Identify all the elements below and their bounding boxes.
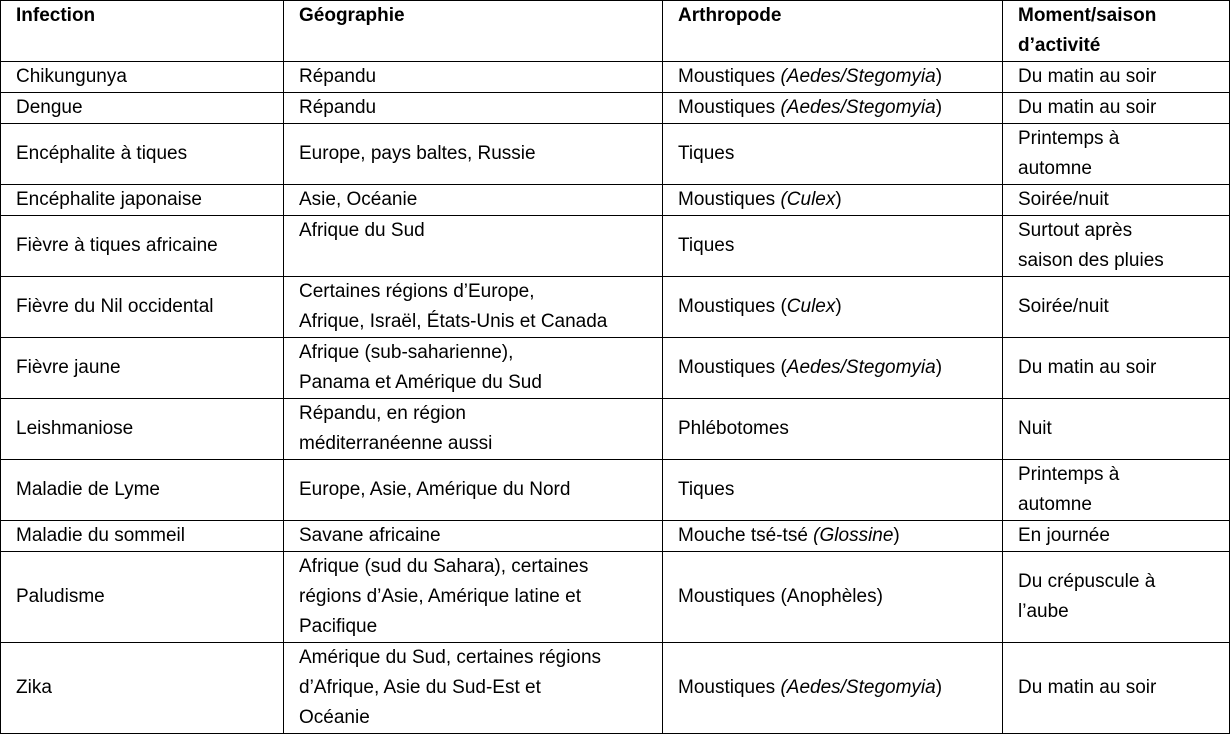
cell-geographie bbox=[284, 460, 663, 521]
cell-arthropode bbox=[663, 643, 1003, 734]
cell-line: Répandu bbox=[299, 97, 377, 118]
cell-geographie bbox=[284, 185, 663, 216]
table-row bbox=[1, 460, 1230, 521]
cell-infection: Fièvre à tiques africaine bbox=[1, 216, 284, 277]
vector-text: Moustiques bbox=[678, 677, 781, 698]
table-row bbox=[1, 399, 1230, 460]
header-arthropode: Arthropode bbox=[663, 1, 1003, 62]
cell-line: Du crépuscule à bbox=[1018, 571, 1156, 592]
cell-geographie bbox=[284, 399, 663, 460]
cell-moment bbox=[1003, 460, 1230, 521]
cell-geographie bbox=[284, 124, 663, 185]
table-row bbox=[1, 185, 1230, 216]
cell-line: Panama et Amérique du Sud bbox=[299, 372, 542, 393]
cell-line: Du matin au soir bbox=[1018, 357, 1157, 378]
cell-infection: Leishmaniose bbox=[1, 399, 284, 460]
table-body bbox=[1, 62, 1230, 734]
cell-line: Pacifique bbox=[299, 616, 378, 637]
vector-text: Tiques bbox=[678, 235, 735, 256]
cell-infection: Fièvre jaune bbox=[1, 338, 284, 399]
cell-line: Du matin au soir bbox=[1018, 677, 1157, 698]
cell-infection: Dengue bbox=[1, 93, 284, 124]
cell-moment bbox=[1003, 62, 1230, 93]
vector-genus: (Culex bbox=[780, 189, 836, 210]
cell-arthropode bbox=[663, 521, 1003, 552]
cell-line: Nuit bbox=[1018, 418, 1052, 439]
cell-moment bbox=[1003, 521, 1230, 552]
cell-line: méditerranéenne aussi bbox=[299, 433, 493, 454]
header-geographie: Géographie bbox=[284, 1, 663, 62]
cell-line: Soirée/nuit bbox=[1018, 189, 1109, 210]
cell-line: Afrique, Israël, États-Unis et Canada bbox=[299, 311, 608, 332]
cell-moment bbox=[1003, 399, 1230, 460]
vector-genus: (Aedes/Stegomyia bbox=[780, 97, 936, 118]
vector-text: ) bbox=[835, 296, 842, 317]
cell-arthropode bbox=[663, 93, 1003, 124]
vector-text: Mouche tsé-tsé bbox=[678, 525, 814, 546]
cell-arthropode bbox=[663, 124, 1003, 185]
vector-text: ) bbox=[935, 357, 943, 378]
cell-moment bbox=[1003, 552, 1230, 643]
cell-line: saison des pluies bbox=[1018, 250, 1164, 271]
cell-line: d’Afrique, Asie du Sud-Est et bbox=[299, 677, 541, 698]
vector-text: Moustiques bbox=[678, 66, 781, 87]
cell-moment bbox=[1003, 216, 1230, 277]
vector-text: Moustiques bbox=[678, 189, 781, 210]
cell-line: Répandu, en région bbox=[299, 403, 466, 424]
vector-text: Tiques bbox=[678, 479, 735, 500]
cell-line: Soirée/nuit bbox=[1018, 296, 1109, 317]
cell-line: Savane africaine bbox=[299, 525, 441, 546]
vector-genus: Culex bbox=[786, 296, 836, 317]
table-row bbox=[1, 124, 1230, 185]
cell-line: Asie, Océanie bbox=[299, 189, 418, 210]
cell-moment bbox=[1003, 338, 1230, 399]
cell-geographie bbox=[284, 643, 663, 734]
vector-genus: (Aedes/Stegomyia bbox=[780, 677, 936, 698]
cell-infection: Fièvre du Nil occidental bbox=[1, 277, 284, 338]
cell-line: l’aube bbox=[1018, 601, 1069, 622]
cell-geographie bbox=[284, 277, 663, 338]
cell-infection: Maladie du sommeil bbox=[1, 521, 284, 552]
cell-infection: Encéphalite à tiques bbox=[1, 124, 284, 185]
cell-line: Europe, Asie, Amérique du Nord bbox=[299, 479, 571, 500]
cell-geographie bbox=[284, 552, 663, 643]
cell-moment bbox=[1003, 93, 1230, 124]
vector-genus: (Aedes/Stegomyia bbox=[780, 66, 936, 87]
table-row bbox=[1, 62, 1230, 93]
cell-infection: Paludisme bbox=[1, 552, 284, 643]
table-row bbox=[1, 277, 1230, 338]
table-row bbox=[1, 521, 1230, 552]
cell-infection: Zika bbox=[1, 643, 284, 734]
cell-line: Printemps à bbox=[1018, 464, 1120, 485]
vector-genus: (Glossine bbox=[813, 525, 894, 546]
cell-line: En journée bbox=[1018, 525, 1110, 546]
cell-infection: Encéphalite japonaise bbox=[1, 185, 284, 216]
cell-arthropode bbox=[663, 62, 1003, 93]
vector-text: Phlébotomes bbox=[678, 418, 789, 439]
cell-line: Surtout après bbox=[1018, 220, 1133, 241]
cell-line: Europe, pays baltes, Russie bbox=[299, 143, 536, 164]
table-row bbox=[1, 93, 1230, 124]
cell-moment bbox=[1003, 124, 1230, 185]
cell-moment bbox=[1003, 643, 1230, 734]
cell-geographie bbox=[284, 521, 663, 552]
header-moment-line: Moment/saison bbox=[1018, 5, 1157, 26]
vector-text: ) bbox=[935, 97, 943, 118]
vector-text: ) bbox=[935, 66, 943, 87]
vector-genus: Aedes/Stegomyia bbox=[786, 357, 936, 378]
vector-text: ) bbox=[893, 525, 900, 546]
cell-geographie bbox=[284, 338, 663, 399]
cell-arthropode bbox=[663, 399, 1003, 460]
cell-infection: Maladie de Lyme bbox=[1, 460, 284, 521]
cell-line: Afrique (sud du Sahara), certaines bbox=[299, 556, 589, 577]
header-moment-line: d’activité bbox=[1018, 35, 1101, 56]
cell-arthropode bbox=[663, 216, 1003, 277]
cell-arthropode bbox=[663, 277, 1003, 338]
vector-text: Moustiques ( bbox=[678, 357, 787, 378]
vector-text: Tiques bbox=[678, 143, 735, 164]
vector-text: Moustiques (Anophèles) bbox=[678, 586, 883, 607]
table-row bbox=[1, 552, 1230, 643]
cell-line: Océanie bbox=[299, 707, 370, 728]
cell-line: Afrique du Sud bbox=[299, 220, 425, 241]
cell-moment bbox=[1003, 277, 1230, 338]
table-row bbox=[1, 338, 1230, 399]
cell-geographie bbox=[284, 93, 663, 124]
cell-infection: Chikungunya bbox=[1, 62, 284, 93]
cell-line: Printemps à bbox=[1018, 128, 1120, 149]
cell-line: Du matin au soir bbox=[1018, 97, 1157, 118]
cell-geographie bbox=[284, 216, 663, 277]
table-row bbox=[1, 216, 1230, 277]
header-infection: Infection bbox=[1, 1, 284, 62]
cell-line: Afrique (sub-saharienne), bbox=[299, 342, 514, 363]
cell-line: Certaines régions d’Europe, bbox=[299, 281, 535, 302]
vector-text: ) bbox=[935, 677, 943, 698]
vector-text: Moustiques ( bbox=[678, 296, 787, 317]
cell-arthropode bbox=[663, 338, 1003, 399]
cell-moment bbox=[1003, 185, 1230, 216]
cell-arthropode bbox=[663, 185, 1003, 216]
cell-line: régions d’Asie, Amérique latine et bbox=[299, 586, 581, 607]
cell-line: automne bbox=[1018, 494, 1092, 515]
header-row bbox=[1, 1, 1230, 62]
cell-line: automne bbox=[1018, 158, 1092, 179]
header-moment bbox=[1003, 1, 1230, 62]
vector-text: ) bbox=[835, 189, 842, 210]
cell-line: Du matin au soir bbox=[1018, 66, 1157, 87]
cell-line: Amérique du Sud, certaines régions bbox=[299, 647, 602, 668]
cell-line: Répandu bbox=[299, 66, 377, 87]
cell-arthropode bbox=[663, 460, 1003, 521]
cell-arthropode bbox=[663, 552, 1003, 643]
cell-geographie bbox=[284, 62, 663, 93]
table-row bbox=[1, 643, 1230, 734]
vector-text: Moustiques bbox=[678, 97, 781, 118]
